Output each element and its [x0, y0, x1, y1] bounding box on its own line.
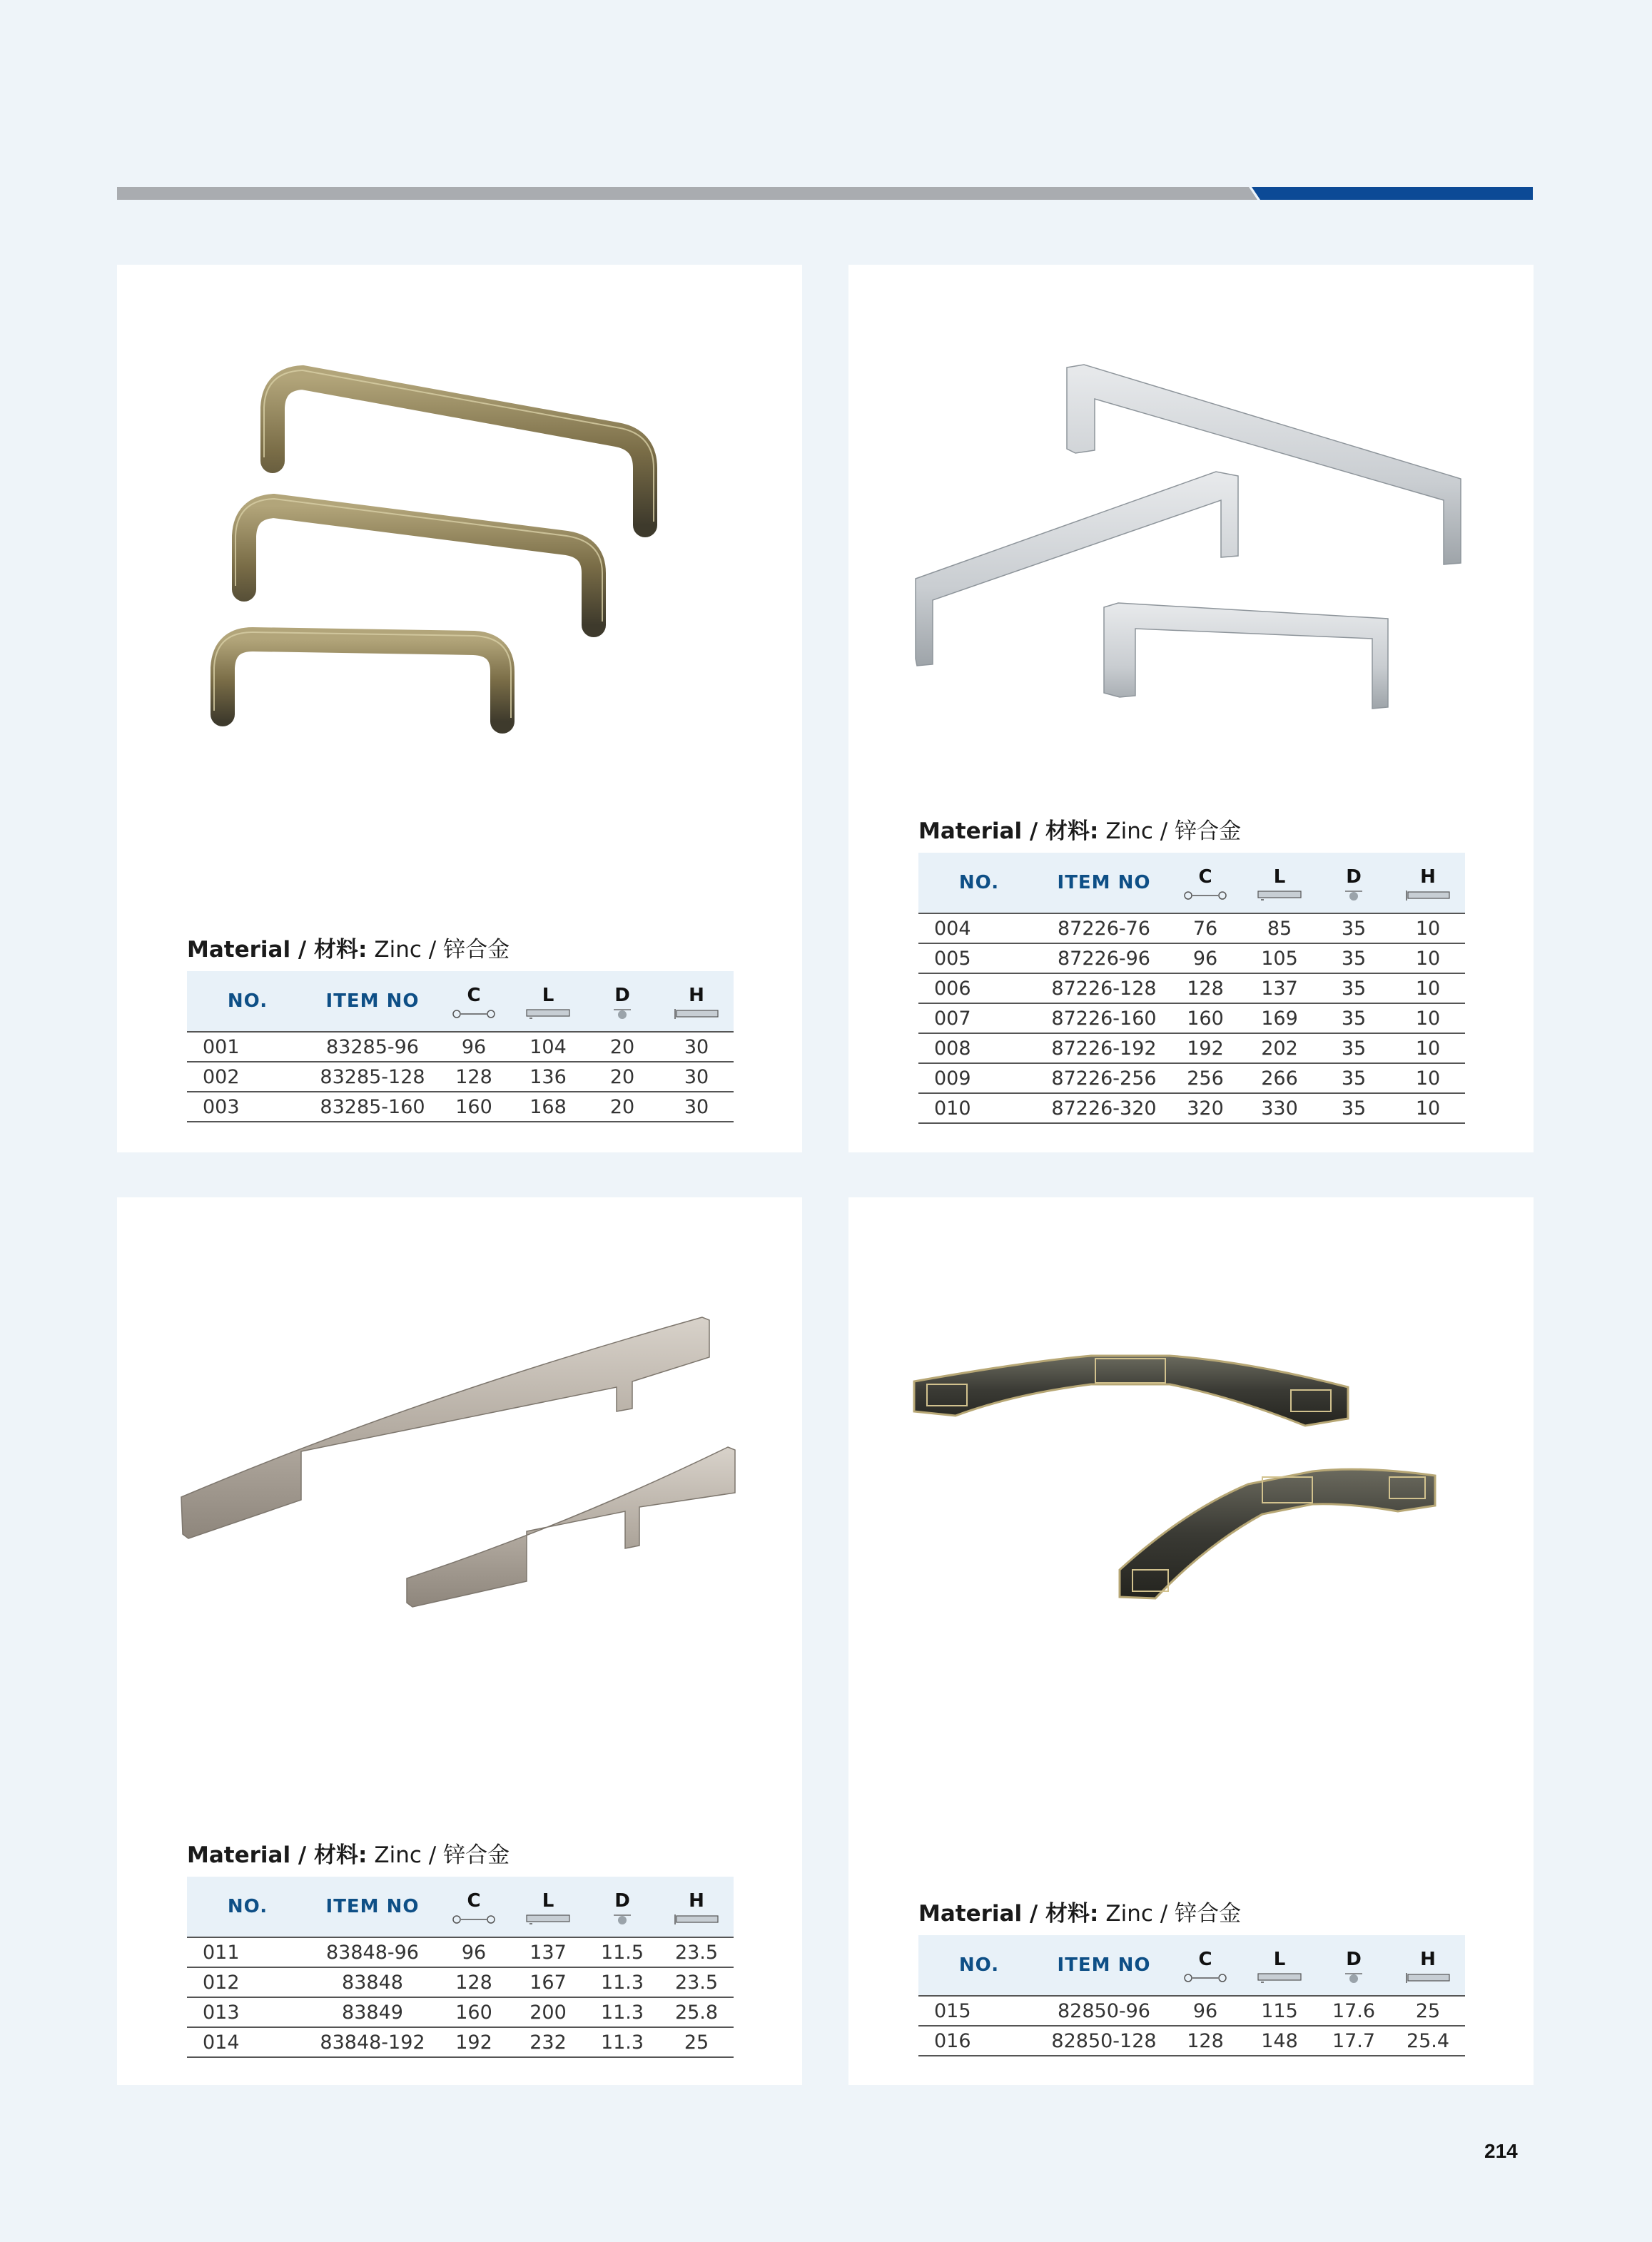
length-icon: [1257, 889, 1302, 902]
col-header-h: H: [659, 1877, 734, 1937]
height-icon: [674, 1913, 719, 1926]
table-row: 002 83285-128 128 136 20 30: [187, 1062, 734, 1092]
table-row: 008 87226-192 192 202 35 10: [918, 1033, 1465, 1063]
table-row: 010 87226-320 320 330 35 10: [918, 1093, 1465, 1123]
hole-spacing-icon: [451, 1008, 497, 1020]
table-row: 016 82850-128 128 148 17.7 25.4: [918, 2026, 1465, 2056]
height-icon: [674, 1008, 719, 1020]
col-header-d: D: [585, 971, 659, 1032]
col-header-d: D: [1317, 1935, 1391, 1996]
table-row: 012 83848 128 167 11.3 23.5: [187, 1967, 734, 1997]
table-row: 009 87226-256 256 266 35 10: [918, 1063, 1465, 1093]
col-header-no: NO.: [918, 853, 1040, 913]
material-label: Material / 材料:: [187, 937, 368, 963]
product-photo-curved-bar-handles: [117, 1197, 802, 1697]
product-card-4: [848, 1197, 1534, 2085]
height-icon: [1405, 1972, 1451, 1984]
col-header-c: C: [437, 971, 511, 1032]
diameter-icon: [1331, 1972, 1377, 1984]
material-label: Material / 材料:: [918, 818, 1099, 844]
spec-table: [918, 853, 1465, 1124]
col-header-d: D: [585, 1877, 659, 1937]
col-header-c: C: [437, 1877, 511, 1937]
length-icon: [525, 1913, 571, 1926]
table-row: 014 83848-192 192 232 11.3 25: [187, 2027, 734, 2057]
length-icon: [1257, 1972, 1302, 1984]
product-photo-square-satin-handles: [848, 265, 1534, 764]
material-value: Zinc / 锌合金: [374, 937, 510, 963]
material-line: [918, 816, 1582, 847]
col-header-c: C: [1168, 853, 1242, 913]
hole-spacing-icon: [1182, 889, 1228, 902]
col-header-h: H: [1391, 853, 1465, 913]
product-card-3: [117, 1197, 802, 2085]
height-icon: [1405, 889, 1451, 902]
col-header-h: H: [659, 971, 734, 1032]
table-row: 007 87226-160 160 169 35 10: [918, 1003, 1465, 1033]
table-row: 003 83285-160 160 168 20 30: [187, 1092, 734, 1122]
col-header-item-no: ITEM NO: [308, 971, 437, 1032]
col-header-l: L: [511, 1877, 585, 1937]
material-label: Material / 材料:: [187, 1842, 368, 1868]
table-row: 005 87226-96 96 105 35 10: [918, 943, 1465, 973]
material-value: Zinc / 锌合金: [1105, 818, 1242, 844]
product-photo-antique-bow-handles: [848, 1197, 1534, 1697]
material-line: [187, 1840, 851, 1871]
table-row: 001 83285-96 96 104 20 30: [187, 1032, 734, 1062]
table-row: 011 83848-96 96 137 11.5 23.5: [187, 1937, 734, 1967]
product-photo-bronze-ribbed-handles: [117, 265, 802, 764]
material-value: Zinc / 锌合金: [374, 1842, 510, 1868]
col-header-item-no: ITEM NO: [1040, 853, 1168, 913]
col-header-c: C: [1168, 1935, 1242, 1996]
col-header-item-no: ITEM NO: [308, 1877, 437, 1937]
material-label: Material / 材料:: [918, 1901, 1099, 1927]
table-row: 006 87226-128 128 137 35 10: [918, 973, 1465, 1003]
header-divider-bar: [117, 187, 1533, 200]
spec-table: [187, 971, 734, 1122]
product-card-1: [117, 265, 802, 1152]
material-line: [918, 1898, 1582, 1929]
col-header-l: L: [511, 971, 585, 1032]
col-header-no: NO.: [187, 1877, 308, 1937]
col-header-h: H: [1391, 1935, 1465, 1996]
material-line: [187, 934, 851, 965]
col-header-item-no: ITEM NO: [1040, 1935, 1168, 1996]
hole-spacing-icon: [1182, 1972, 1228, 1984]
diameter-icon: [599, 1913, 645, 1926]
length-icon: [525, 1008, 571, 1020]
col-header-d: D: [1317, 853, 1391, 913]
col-header-no: NO.: [918, 1935, 1040, 1996]
table-row: 013 83849 160 200 11.3 25.8: [187, 1997, 734, 2027]
diameter-icon: [599, 1008, 645, 1020]
spec-table: [187, 1877, 734, 2058]
product-card-2: [848, 265, 1534, 1152]
material-value: Zinc / 锌合金: [1105, 1901, 1242, 1927]
col-header-no: NO.: [187, 971, 308, 1032]
hole-spacing-icon: [451, 1913, 497, 1926]
table-row: 015 82850-96 96 115 17.6 25: [918, 1996, 1465, 2026]
table-row: 004 87226-76 76 85 35 10: [918, 913, 1465, 943]
col-header-l: L: [1242, 1935, 1317, 1996]
spec-table: [918, 1935, 1465, 2056]
diameter-icon: [1331, 889, 1377, 902]
page-number: 214: [1484, 2140, 1518, 2162]
col-header-l: L: [1242, 853, 1317, 913]
